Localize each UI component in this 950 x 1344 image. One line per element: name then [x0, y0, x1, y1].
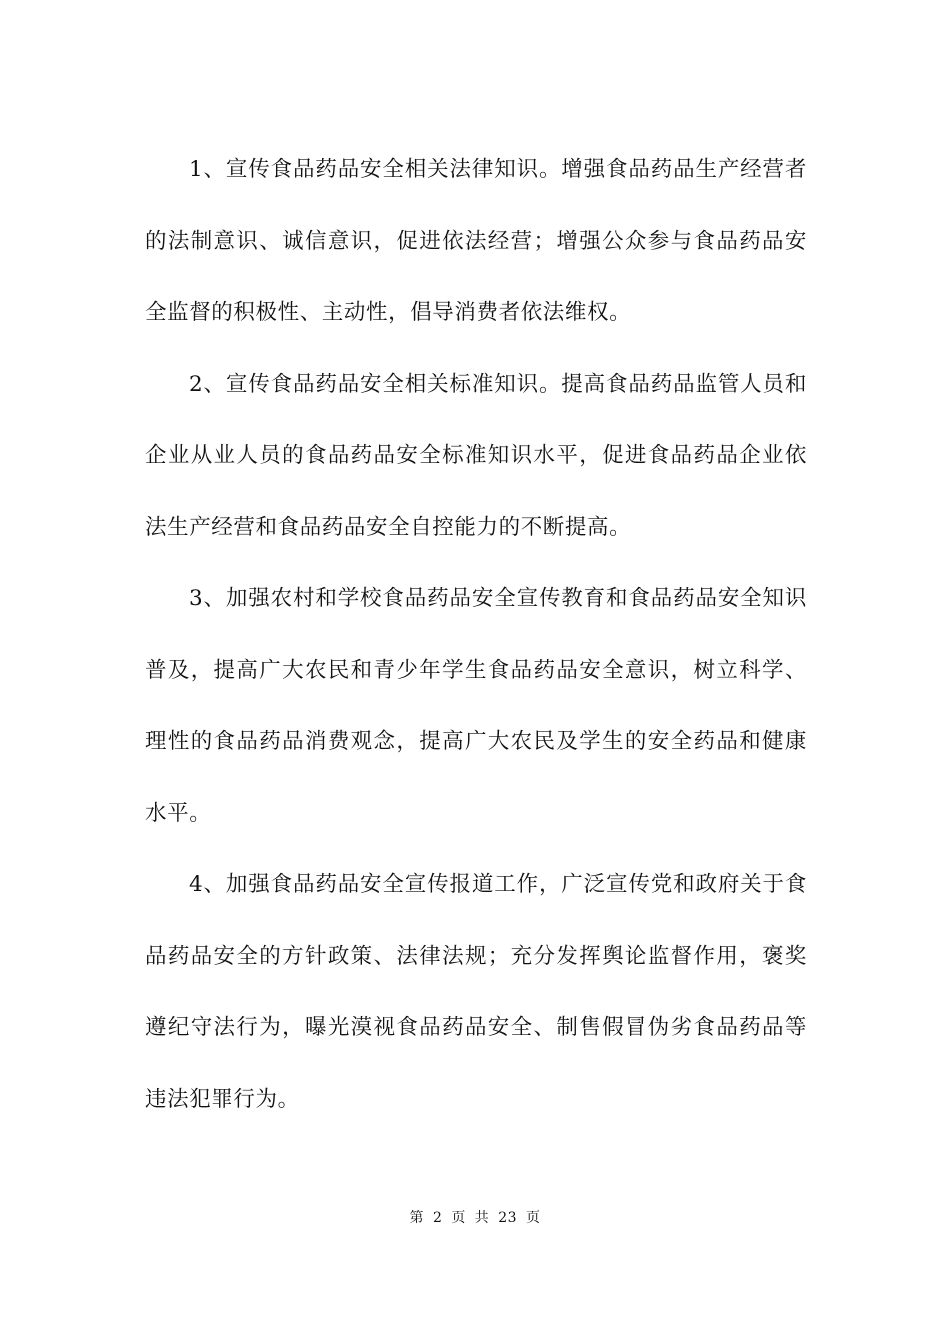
footer-current-page: 2 [432, 1210, 443, 1226]
document-body [145, 134, 807, 1135]
paragraph-3: 3、加强农村和学校食品药品安全宣传教育和食品药品安全知识普及，提高广大农民和青少年学生食品药品安全意识，树立科学、理性的食品药品消费观念，提高广大农民及学生的安全药品和健康水平。 [145, 586, 807, 826]
paragraph-1: 1、宣传食品药品安全相关法律知识。增强食品药品生产经营者的法制意识、诚信意识，促进依法经营；增强公众参与食品药品安全监督的积极性、主动性，倡导消费者依法维权。 [145, 157, 807, 325]
paragraph-4: 4、加强食品药品安全宣传报道工作，广泛宣传党和政府关于食品药品安全的方针政策、法律法规；充分发挥舆论监督作用，褒奖遵纪守法行为，曝光漠视食品药品安全、制售假冒伪劣食品药品等违法犯罪行为。 [145, 872, 807, 1112]
page-footer [0, 1207, 950, 1227]
footer-page-word: 页 [451, 1210, 466, 1226]
footer-suffix: 页 [526, 1210, 541, 1226]
footer-total-prefix: 共 [474, 1210, 490, 1226]
paragraph-2: 2、宣传食品药品安全相关标准知识。提高食品药品监管人员和企业从业人员的食品药品安全标准知识水平，促进食品药品企业依法生产经营和食品药品安全自控能力的不断提高。 [145, 371, 807, 540]
footer-total-pages: 23 [498, 1210, 518, 1226]
footer-prefix: 第 [409, 1210, 424, 1226]
